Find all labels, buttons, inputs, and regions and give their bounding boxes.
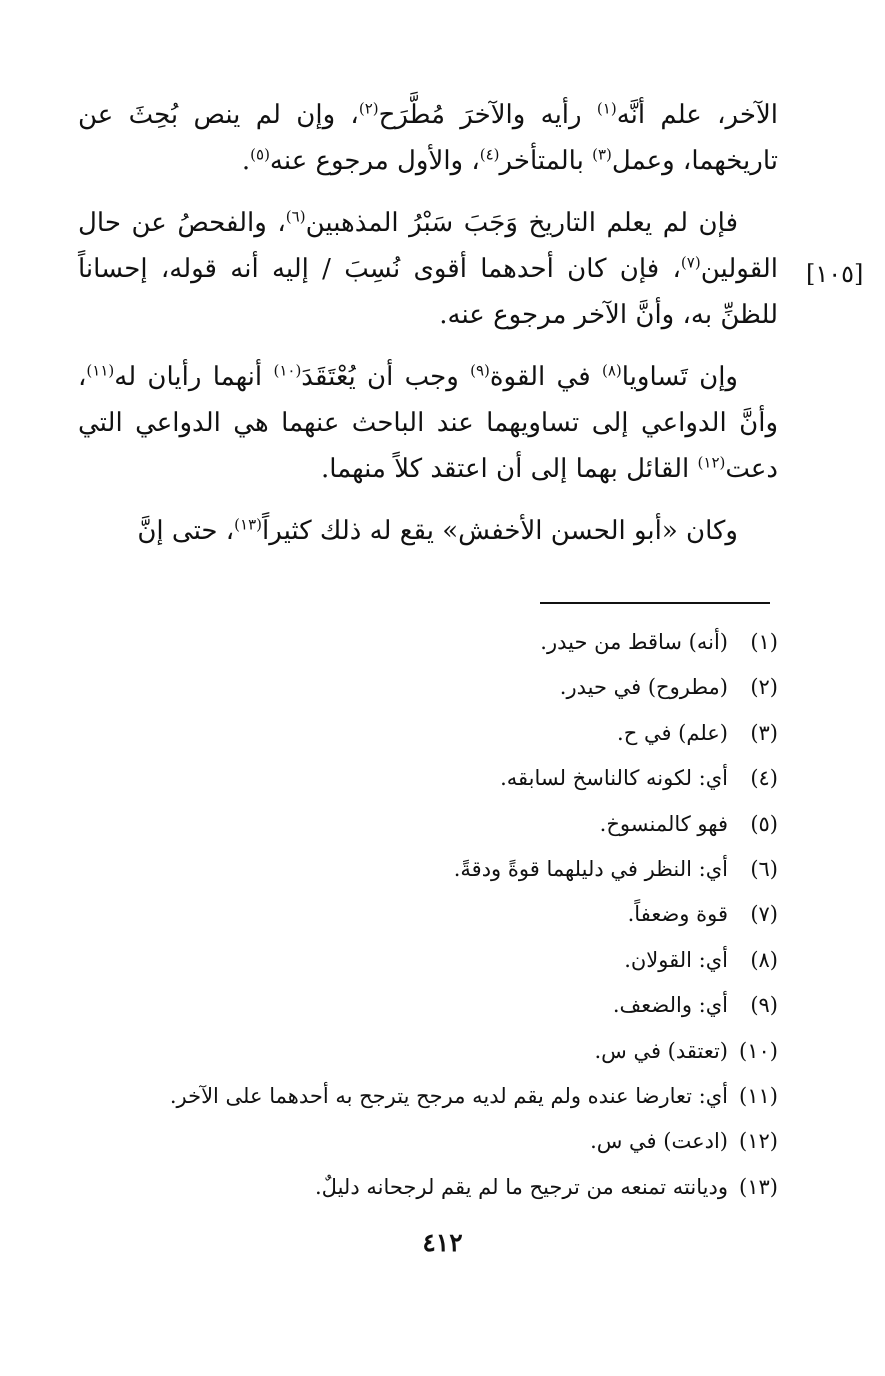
footnote-marker: (١) [596, 99, 617, 118]
footnote-marker: (١١) [86, 361, 115, 380]
footnote-separator [540, 602, 770, 604]
paragraph [78, 200, 778, 338]
text-segment: أنهما رأيان له [114, 362, 274, 392]
footnote-number: (١١) [739, 1083, 778, 1108]
footnote-marker: (١٣) [234, 515, 262, 534]
text-segment: القائل بهما إلى أن اعتقد كلاً منهما. [320, 454, 698, 484]
footnote-marker: (٥) [250, 145, 270, 164]
footnote-text: وديانته تمنعه من ترجيح ما لم يقم لرجحانه دليلٌ. [315, 1174, 728, 1199]
margin-page-reference: [١٠٥] [806, 260, 864, 288]
footnote-marker: (٦) [285, 207, 306, 226]
footnote-number: (٣) [750, 720, 778, 745]
footnotes-list [78, 620, 778, 1210]
text-segment: في القوة [489, 362, 602, 392]
footnote-text: أي: لكونه كالناسخ لسابقه. [500, 766, 728, 791]
footnote-item [78, 938, 778, 983]
footnote-text: (علم) في ح. [617, 720, 728, 745]
footnote-text: أي: النظر في دليلهما قوةً ودقةً. [453, 856, 728, 881]
footnote-item [78, 711, 778, 756]
footnote-marker: (٤) [479, 145, 500, 164]
footnote-number: (١٠) [739, 1038, 778, 1063]
footnote-marker: (٣) [592, 145, 612, 164]
paragraph [78, 354, 778, 492]
footnote-text: أي: والضعف. [612, 993, 728, 1018]
text-segment: رأيه والآخرَ مُطَّرَح [378, 100, 597, 130]
text-segment: . [241, 146, 251, 176]
footnote-number: (٨) [750, 947, 778, 972]
text-segment: ، حتى إنَّ [137, 516, 235, 546]
footnote-item [78, 1029, 778, 1074]
footnote-number: (١) [750, 630, 778, 654]
footnote-item [78, 802, 778, 847]
footnote-item [78, 983, 778, 1028]
main-text-body [78, 92, 778, 570]
footnote-number: (٤) [750, 766, 778, 791]
text-segment: بالمتأخر [499, 146, 593, 176]
text-segment: وجب أن يُعْتَقَدَ [301, 362, 471, 392]
footnote-item [78, 1074, 778, 1119]
text-segment: ، وإن لم ينص بُحِثَ عن تاريخهما، وعمل [78, 100, 778, 176]
footnote-text: (تعتقد) في س. [594, 1038, 728, 1063]
page-number: ٤١٢ [422, 1228, 463, 1257]
footnote-text: (ادعت) في س. [590, 1129, 728, 1154]
footnote-number: (٩) [750, 993, 778, 1018]
footnote-number: (٧) [750, 902, 778, 927]
footnote-item [78, 1119, 778, 1164]
footnote-marker: (٢) [358, 99, 379, 118]
text-segment: فإن لم يعلم التاريخ وَجَبَ سَبْرُ المذهبين [305, 208, 739, 238]
footnote-marker: (٨) [601, 361, 622, 380]
footnote-text: أي: تعارضا عنده ولم يقم لديه مرجح يترجح به أحدهما على الآخر. [169, 1083, 728, 1108]
footnote-marker: (٧) [680, 253, 701, 272]
footnote-number: (٢) [750, 675, 778, 700]
text-segment: ، والفحصُ عن حال القولين [78, 208, 778, 284]
footnote-text: (مطروح) في حيدر. [559, 675, 728, 700]
footnote-marker: (٩) [470, 361, 490, 380]
text-segment: ، وأنَّ الدواعي إلى تساويهما عند الباحث عنهما هي الدواعي التي دعت [78, 362, 778, 484]
footnote-number: (٥) [750, 811, 778, 836]
footnote-text: أي: القولان. [624, 947, 728, 972]
footnote-item [78, 620, 778, 665]
paragraph [78, 508, 778, 554]
footnote-text: قوة وضعفاً. [627, 902, 728, 927]
footnote-item [78, 1165, 778, 1210]
text-segment: ، والأول مرجوع عنه [269, 146, 480, 176]
footnote-item [78, 892, 778, 937]
footnote-number: (١٣) [739, 1174, 778, 1199]
footnote-number: (٦) [750, 856, 778, 881]
footnote-marker: (١٢) [697, 453, 726, 472]
footnote-marker: (١٠) [273, 361, 302, 380]
text-segment: وكان «أبو الحسن الأخفش» يقع له ذلك كثيراً [262, 516, 738, 546]
footnote-item [78, 847, 778, 892]
footnote-text: (أنه) ساقط من حيدر. [540, 630, 728, 654]
footnote-item [78, 665, 778, 710]
text-segment: وإن تَساويا [621, 362, 738, 392]
footnote-item [78, 756, 778, 801]
text-segment: ، فإن كان أحدهما أقوى نُسِبَ / إليه أنه قوله، إحساناً للظنِّ به، وأنَّ الآخر مرجوع عنه. [78, 254, 778, 330]
text-segment: الآخر، علم أنَّه [616, 100, 778, 130]
footnote-text: فهو كالمنسوخ. [599, 811, 728, 836]
paragraph [78, 92, 778, 184]
footnote-number: (١٢) [739, 1129, 778, 1154]
